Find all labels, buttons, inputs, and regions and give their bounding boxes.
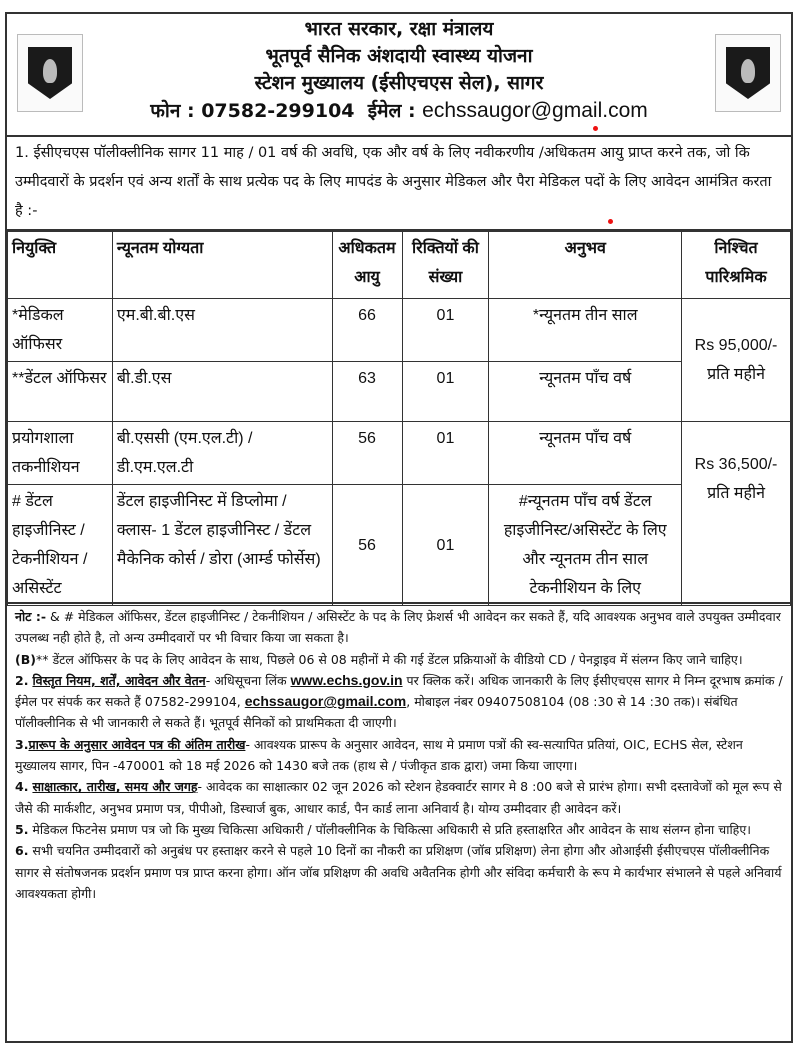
experience: #न्यूनतम पाँच वर्ष डेंटल हाइजीनिस्ट/असिस्टेंट के लिए और न्यूनतम तीन साल टेकनीशियन के लिए	[489, 485, 682, 606]
table-row	[8, 485, 791, 606]
qualification: डेंटल हाइजीनिस्ट में डिप्लोमा / क्लास- 1 डेंटल हाइजीनिस्ट / डेंटल मैकेनिक कोर्स / डोरा (आर्म्ड फोर्सेस)	[112, 485, 332, 606]
table-header-row	[8, 232, 791, 299]
col-header-vacancies: रिक्तियों की संख्या	[402, 232, 489, 299]
vacancies: 01	[402, 422, 489, 485]
qualification: एम.बी.बी.एस	[112, 299, 332, 362]
max-age: 56	[332, 422, 402, 485]
intro-paragraph: 1. ईसीएचएस पॉलीक्लीनिक सागर 11 माह / 01 वर्ष की अवधि, एक और वर्ष के लिए नवीकरणीय /अधिकतम आयु प्राप्त करने तक, जो कि उम्मीदवारों के प्रदर्शन एवं अन्य शर्तों के साथ प्रत्येक पद के लिए मापदंड के अनुसार मेडिकल और पैरा मेडिकल पदों के लिए आवेदन आमंत्रित करता है :-	[7, 135, 791, 231]
phone-label: फोन :	[150, 100, 195, 122]
qualification: बी.एससी (एम.एल.टी) /डी.एम.एल.टी	[112, 422, 332, 485]
experience: *न्यूनतम तीन साल	[489, 299, 682, 362]
advertisement	[5, 12, 793, 1043]
note-5-fitness: 5. मेडिकल फिटनेस प्रमाण पत्र जो कि मुख्य चिकित्सा अधिकारी / पॉलीक्लीनिक के चिकित्सा अधिकारी से प्रति हस्ताक्षरित और आवेदन के साथ संलग्न होना चाहिए।	[15, 821, 751, 837]
email-address[interactable]: echssaugor@gmail.com	[422, 99, 648, 122]
note-3-last-date: 3.प्रारूप के अनुसार आवेदन पत्र की अंतिम तारीख- आवश्यक प्रारूप के अनुसार आवेदन, साथ मे प्रमाण पत्रों की स्व-सत्यापित प्रतियां, OIC, ECHS सेल, स्टेशन मुख्यालय सागर, पिन -470001 को 18 मई 2026 को 1430 बजे तक (हाथ से / पंजीकृत डाक द्वारा) जमा किया जाएगा।	[15, 736, 743, 774]
table-row	[8, 422, 791, 485]
vacancies: 01	[402, 485, 489, 606]
note-freshers: नोट :- & # मेडिकल ऑफिसर, डेंटल हाइजीनिस्ट / टेकनीशियन / असिस्टेंट के पद के लिए फ्रेशर्स भी आवेदन कर सकते हैं, यदि आवश्यक अनुभव वाले उपयुक्त उम्मीदवार उपलब्ध नही होते है, तो अन्य उम्मीदवारों पर भी विचार किया जा सकता है।	[15, 609, 781, 646]
echs-website-link[interactable]: www.echs.gov.in	[290, 671, 403, 688]
echs-emblem-icon	[17, 34, 83, 112]
post: *मेडिकल ऑफिसर	[8, 299, 113, 362]
col-header-max-age: अधिकतम आयु	[332, 232, 402, 299]
echs-emblem-icon	[715, 34, 781, 112]
email-label: ईमेल :	[367, 100, 416, 122]
max-age: 56	[332, 485, 402, 606]
email-link[interactable]: echssaugor@gmail.com	[244, 693, 407, 710]
contact-line	[7, 97, 791, 125]
post: प्रयोगशाला तकनीशियन	[8, 422, 113, 485]
phone-number: 07582-299104	[201, 100, 355, 122]
qualification: बी.डी.एस	[112, 362, 332, 422]
col-header-post: नियुक्ति	[8, 232, 113, 299]
notes-section	[7, 602, 791, 906]
col-header-qualification: न्यूनतम योग्यता	[112, 232, 332, 299]
ministry-title: भारत सरकार, रक्षा मंत्रालय	[304, 18, 494, 40]
pay-cell	[682, 422, 791, 606]
table-row	[8, 362, 791, 422]
experience: न्यूनतम पाँच वर्ष	[489, 422, 682, 485]
scheme-title: भूतपूर्व सैनिक अंशदायी स्वास्थ्य योजना	[265, 45, 533, 67]
note-dental-video: (B)** डेंटल ऑफिसर के पद के लिए आवेदन के साथ, पिछले 06 से 08 महीनों मे की गई डेंटल प्रक्रियाओं के वीडियो CD / पेनड्राइव में संलग्न किए जाने चाहिए।	[15, 651, 743, 667]
note-2-rules: 2. विस्तृत नियम, शर्तें, आवेदन और वेतन- अधिसूचना लिंक www.echs.gov.in पर क्लिक करें। अधिक जानकारी के लिए ईसीएचएस सागर मे निम्न दूरभाष क्रमांक / ईमेल पर संपर्क कर सकते हैं 07582-299104, echssaugor@gmail.com, मोबाइल नंबर 09407508104 (08 :30 से 14 :30 तक)। संबंधित पॉलीक्लीनिक से भी जानकारी ले सकते हैं। भूतपूर्व सैनिकों को प्राथमिकता दी जाएगी।	[15, 671, 783, 731]
note-6-training: 6. सभी चयनित उम्मीदवारों को अनुबंध पर हस्ताक्षर करने से पहले 10 दिनों का नौकरी का प्रशिक्षण (जॉब प्रशिक्षण) लेना होगा और ओआईसी ईसीएचएस पॉलीक्लीनिक सागर से संतोषजनक प्रदर्शन प्रमाण पत्र प्राप्त करना होगा। ऑन जॉब प्रशिक्षण की अवधि अवैतनिक होगी और संविदा कर्मचारी के रूप मे कार्यभार संभालने से पहले अनिवार्य आवश्यकता होगी।	[15, 843, 782, 901]
vacancies: 01	[402, 362, 489, 422]
pay-amount: Rs 36,500/-	[694, 456, 778, 473]
vacancy-table	[7, 231, 791, 606]
experience: न्यूनतम पाँच वर्ष	[489, 362, 682, 422]
col-header-experience: अनुभव	[489, 232, 682, 299]
post: **डेंटल ऑफिसर	[8, 362, 113, 422]
pay-period: प्रति महीने	[707, 485, 765, 502]
max-age: 63	[332, 362, 402, 422]
header	[7, 14, 791, 137]
col-header-pay: निश्चित पारिश्रमिक	[682, 232, 791, 299]
table-row	[8, 299, 791, 362]
pay-amount: Rs 95,000/-	[694, 337, 778, 354]
note-4-interview: 4. साक्षात्कार, तारीख, समय और जगह- आवेदक का साक्षात्कार 02 जून 2026 को स्टेशन हेडक्वार्टर सागर मे 8 :00 बजे से प्रारंभ होगा। सभी दस्तावेजों को मूल रूप से जैसे की मार्कशीट, अनुभव प्रमाण पत्र, पीपीओ, डिस्चार्ज बुक, आधार कार्ड, पैन कार्ड लाना अनिवार्य है। योग्य उम्मीदवार ही आवेदन करें।	[15, 779, 782, 816]
office-title: स्टेशन मुख्यालय (ईसीएचएस सेल), सागर	[254, 72, 544, 94]
pay-cell	[682, 299, 791, 422]
red-mark	[608, 219, 613, 224]
red-mark	[593, 126, 598, 131]
post: # डेंटल हाइजीनिस्ट / टेकनीशियन / असिस्टेंट	[8, 485, 113, 606]
max-age: 66	[332, 299, 402, 362]
vacancies: 01	[402, 299, 489, 362]
pay-period: प्रति महीने	[707, 366, 765, 383]
